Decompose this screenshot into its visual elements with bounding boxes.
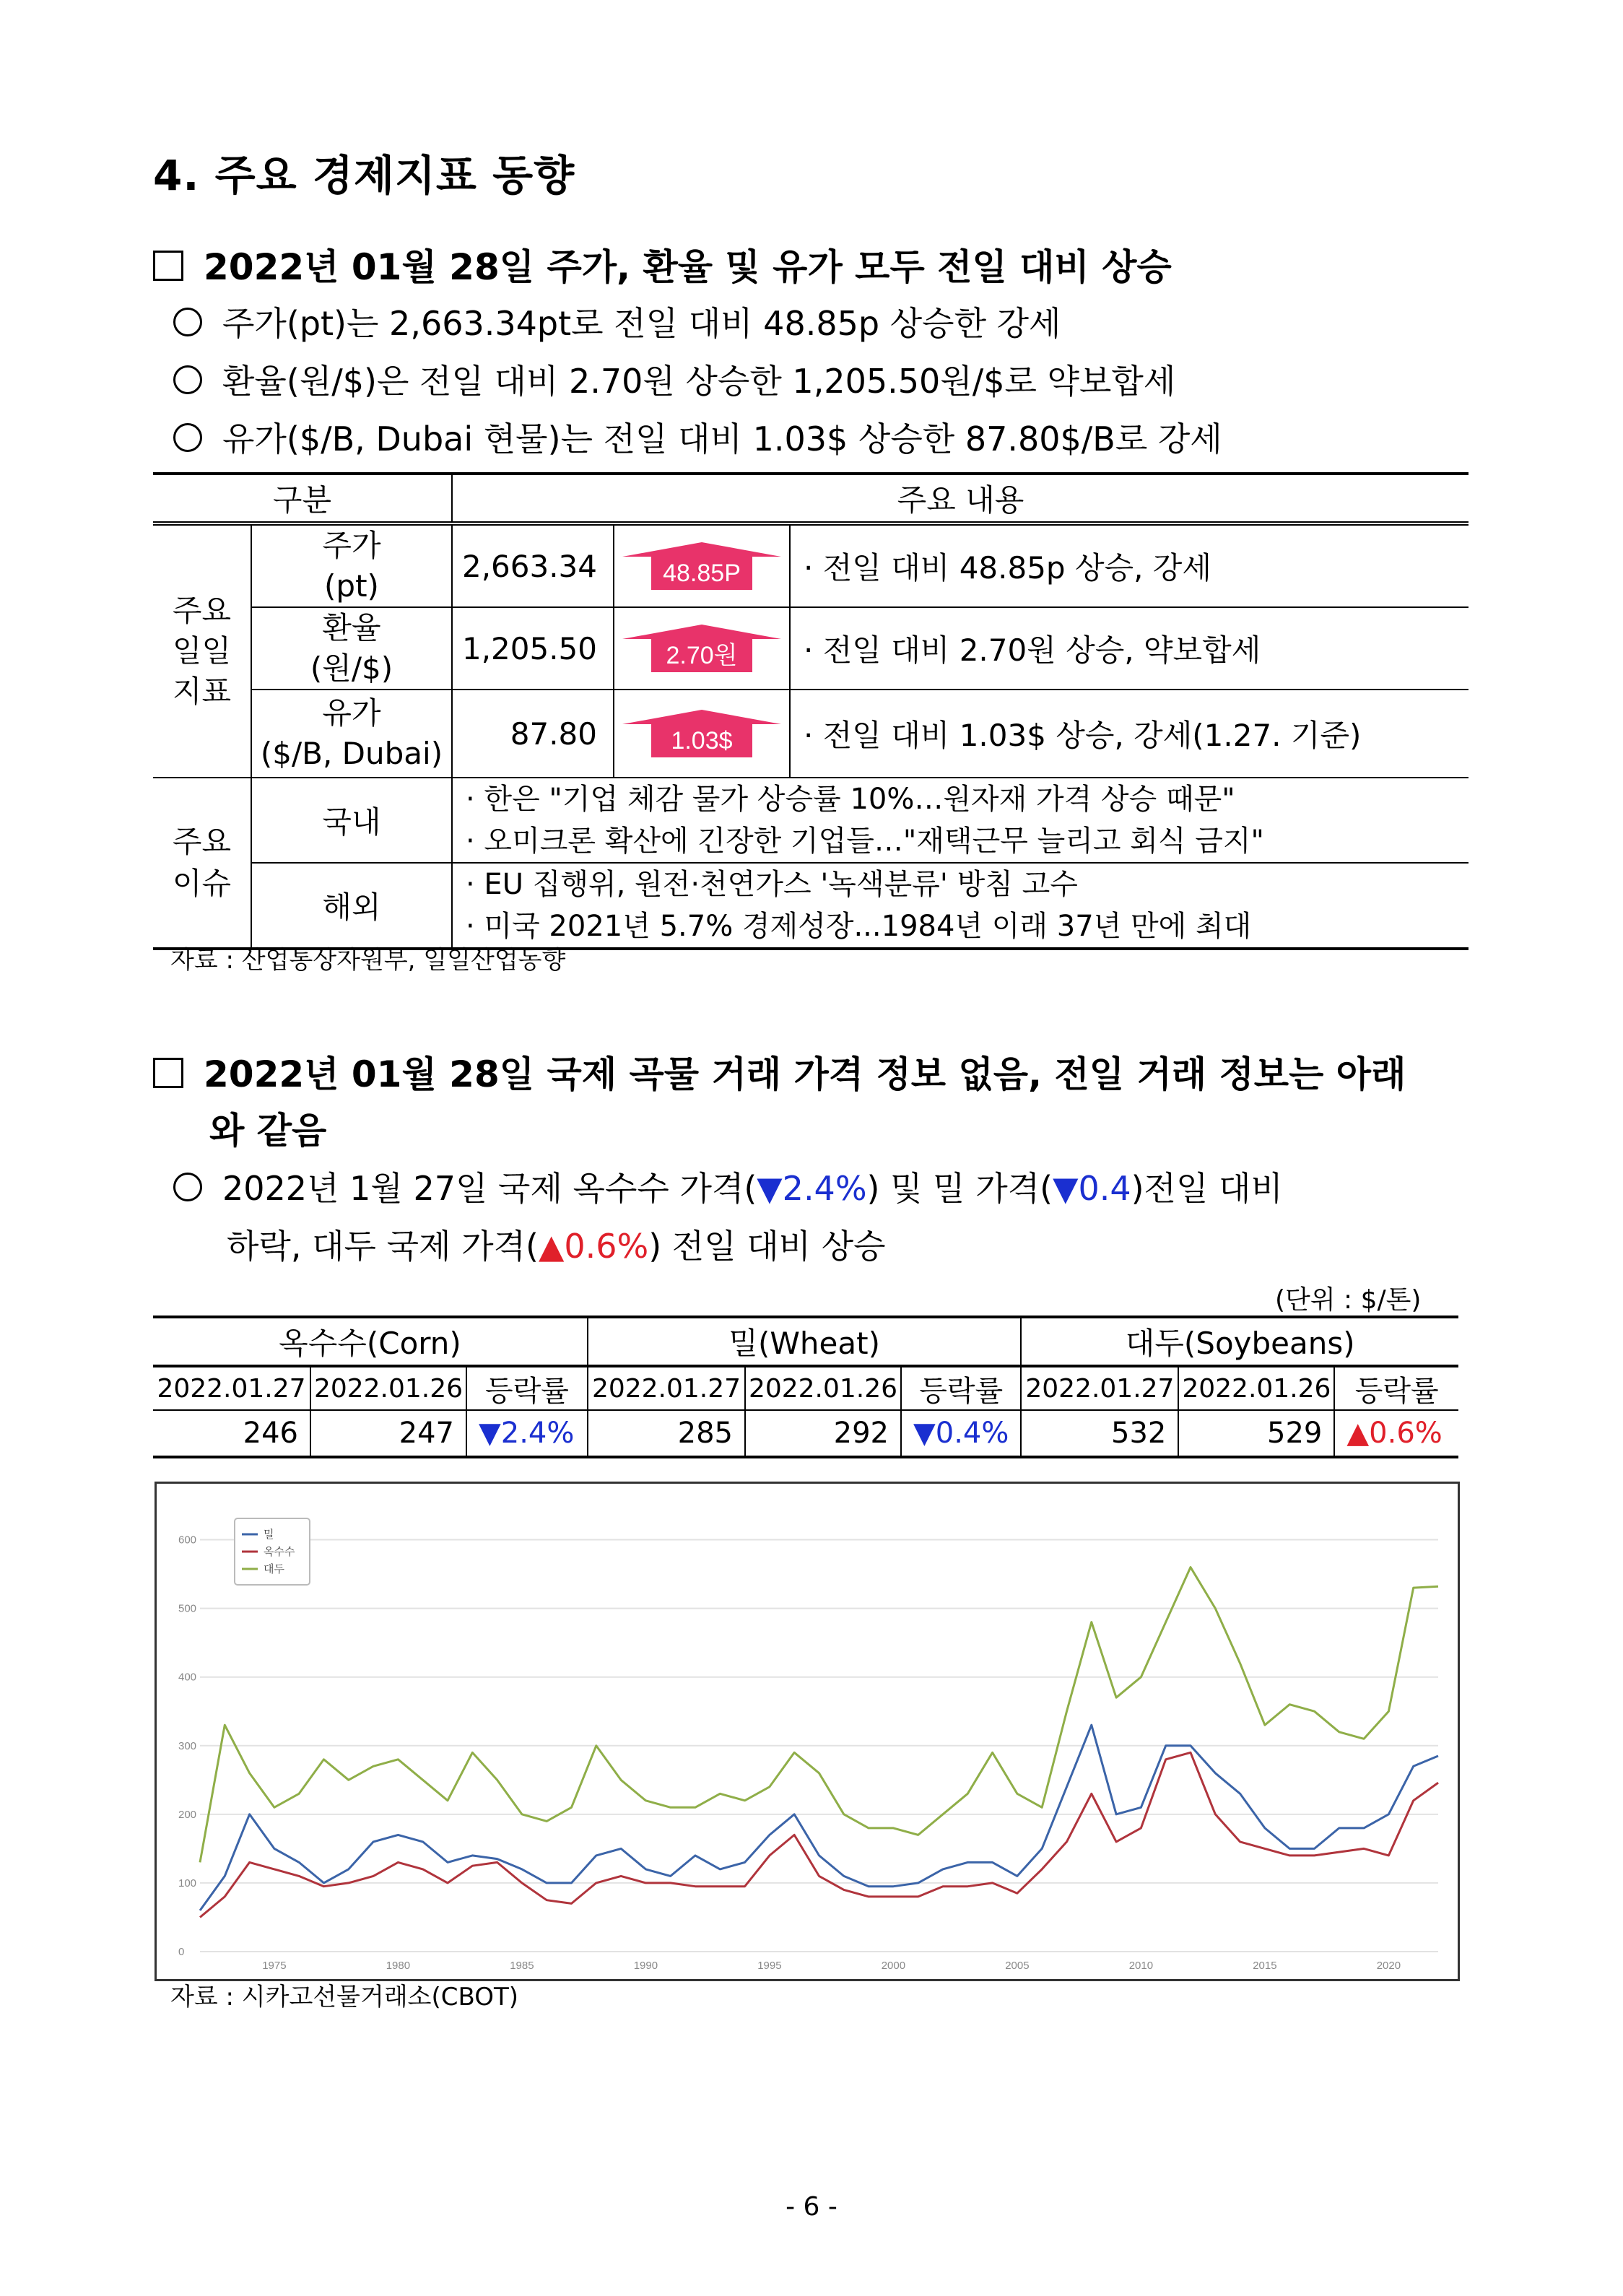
page-number: - 6 -	[786, 2192, 837, 2222]
checkbox-square-icon	[153, 251, 183, 281]
row-exchange-name: 환율 (원/$)	[251, 607, 452, 690]
bullet-oil	[173, 413, 1222, 461]
up-arrow-icon: 48.85P	[622, 542, 781, 590]
row-stock-name: 주가 (pt)	[251, 523, 452, 607]
bullet-grain-text: )전일 대비	[1131, 1169, 1283, 1208]
up-arrow-icon: 2.70원	[622, 625, 781, 672]
section2-title-line2: 와 같음	[209, 1110, 327, 1152]
wheat-rate: ▼0.4%	[901, 1410, 1021, 1457]
corn-rate: ▼2.4%	[466, 1410, 588, 1457]
corn-change: ▼2.4%	[757, 1169, 867, 1208]
x-tick-label: 1975	[262, 1960, 287, 1972]
x-tick-label: 2010	[1128, 1960, 1154, 1972]
rate-col: 등락률	[466, 1366, 588, 1410]
soy-rate: ▲0.6%	[1334, 1410, 1458, 1457]
wheat-change: ▼0.4	[1053, 1169, 1131, 1208]
y-tick-label: 600	[178, 1534, 197, 1547]
x-tick-label: 2020	[1376, 1960, 1401, 1972]
circle-bullet-icon	[173, 308, 202, 336]
row-stock-value: 2,663.34	[452, 523, 614, 607]
row-stock-desc: · 전일 대비 48.85p 상승, 강세	[790, 523, 1468, 607]
y-tick-label: 0	[178, 1946, 185, 1958]
soy-price-0126: 529	[1178, 1410, 1334, 1457]
row-oil-change	[614, 690, 790, 778]
bullet-grain-line1	[173, 1162, 1283, 1210]
section2-title-line1: 2022년 01월 28일 국제 곡물 거래 가격 정보 없음, 전일 거래 정보는 아래	[204, 1053, 1406, 1095]
soy-header: 대두(Soybeans)	[1021, 1317, 1458, 1366]
date-col: 2022.01.27	[1021, 1366, 1178, 1410]
bullet-grain-text: 하락, 대두 국제 가격(	[227, 1227, 539, 1266]
x-tick-label: 1995	[757, 1960, 782, 1972]
issue-overseas-line: · 미국 2021년 5.7% 경제성장...1984년 이래 37년 만에 최대	[466, 910, 1252, 943]
x-tick-label: 2015	[1253, 1960, 1277, 1972]
rate-col: 등락률	[901, 1366, 1021, 1410]
row-exchange-desc: · 전일 대비 2.70원 상승, 약보합세	[790, 607, 1468, 690]
indicator-table	[153, 472, 1468, 950]
y-tick-label: 400	[178, 1671, 197, 1684]
date-col: 2022.01.26	[745, 1366, 901, 1410]
x-tick-label: 1985	[510, 1960, 534, 1972]
page-heading: 4. 주요 경제지표 동향	[153, 151, 575, 200]
corn-price-0126: 247	[310, 1410, 466, 1457]
soy-change: ▲0.6%	[538, 1227, 649, 1266]
circle-bullet-icon	[173, 365, 202, 394]
grain-price-chart	[155, 1482, 1460, 1981]
section1-title-text: 2022년 01월 28일 주가, 환율 및 유가 모두 전일 대비 상승	[204, 246, 1172, 288]
checkbox-square-icon	[153, 1058, 183, 1088]
bullet-exchange-text: 환율(원/$)은 전일 대비 2.70원 상승한 1,205.50원/$로 약보합세	[222, 362, 1176, 401]
bullet-stock	[173, 297, 1061, 345]
row-oil-desc: · 전일 대비 1.03$ 상승, 강세(1.27. 기준)	[790, 690, 1468, 778]
issue-domestic-label: 국내	[251, 778, 452, 863]
row-exchange-value: 1,205.50	[452, 607, 614, 690]
series-line-옥수수	[200, 1752, 1438, 1917]
wheat-header: 밀(Wheat)	[588, 1317, 1021, 1366]
row-oil-name: 유가 ($/B, Dubai)	[251, 690, 452, 778]
legend-label: 옥수수	[264, 1545, 295, 1558]
grain-table	[153, 1316, 1458, 1458]
wheat-price-0127: 285	[588, 1410, 745, 1457]
bullet-oil-text: 유가($/B, Dubai 현물)는 전일 대비 1.03$ 상승한 87.80$/B로 강세	[222, 419, 1222, 458]
indicator-source: 자료 : 산업통상자원부, 일일산업동향	[170, 946, 566, 975]
x-tick-label: 1980	[386, 1960, 411, 1972]
section2-title	[153, 1045, 1468, 1097]
chart-source: 자료 : 시카고선물거래소(CBOT)	[170, 1983, 519, 2012]
issue-overseas-line: · EU 집행위, 원전·천연가스 '녹색분류' 방침 고수	[466, 868, 1078, 901]
up-arrow-icon: 1.03$	[622, 710, 781, 757]
y-tick-label: 100	[178, 1877, 197, 1890]
row-stock-change	[614, 523, 790, 607]
bullet-exchange	[173, 355, 1175, 403]
circle-bullet-icon	[173, 1173, 202, 1201]
corn-price-0127: 246	[153, 1410, 310, 1457]
issue-overseas-content	[452, 863, 1468, 949]
series-line-대두	[200, 1567, 1438, 1863]
legend-label: 대두	[264, 1562, 284, 1575]
grain-price-chart-svg	[157, 1484, 1458, 1979]
issue-overseas-label: 해외	[251, 863, 452, 949]
header-category: 구분	[153, 474, 452, 523]
legend-label: 밀	[264, 1528, 274, 1541]
issue-domestic-content	[452, 778, 1468, 863]
date-col: 2022.01.26	[1178, 1366, 1334, 1410]
issue-domestic-line: · 한은 "기업 체감 물가 상승률 10%…원자재 가격 상승 때문"	[466, 783, 1235, 816]
grain-unit: (단위 : $/톤)	[1275, 1285, 1422, 1315]
x-tick-label: 2005	[1005, 1960, 1030, 1972]
wheat-price-0126: 292	[745, 1410, 901, 1457]
group-major-issues: 주요 이슈	[153, 778, 251, 949]
rate-col: 등락률	[1334, 1366, 1458, 1410]
row-exchange-change	[614, 607, 790, 690]
section1-title	[153, 238, 1172, 290]
bullet-grain-text: ) 전일 대비 상승	[648, 1227, 886, 1266]
x-tick-label: 1990	[633, 1960, 658, 1972]
x-tick-label: 2000	[881, 1960, 906, 1972]
corn-header: 옥수수(Corn)	[153, 1317, 588, 1366]
y-tick-label: 500	[178, 1602, 197, 1615]
bullet-grain-text: ) 및 밀 가격(	[866, 1169, 1053, 1208]
bullet-stock-text: 주가(pt)는 2,663.34pt로 전일 대비 48.85p 상승한 강세	[222, 304, 1061, 343]
circle-bullet-icon	[173, 423, 202, 452]
bullet-grain-line2	[227, 1220, 886, 1268]
issue-domestic-line: · 오미크론 확산에 긴장한 기업들…"재택근무 늘리고 회식 금지"	[466, 825, 1264, 858]
header-content: 주요 내용	[452, 474, 1468, 523]
bullet-grain-text: 2022년 1월 27일 국제 옥수수 가격(	[222, 1169, 757, 1208]
y-tick-label: 300	[178, 1739, 197, 1752]
row-oil-value: 87.80	[452, 690, 614, 778]
group-daily-indicators: 주요 일일 지표	[153, 523, 251, 778]
soy-price-0127: 532	[1021, 1410, 1178, 1457]
date-col: 2022.01.26	[310, 1366, 466, 1410]
y-tick-label: 200	[178, 1808, 197, 1821]
date-col: 2022.01.27	[153, 1366, 310, 1410]
date-col: 2022.01.27	[588, 1366, 745, 1410]
